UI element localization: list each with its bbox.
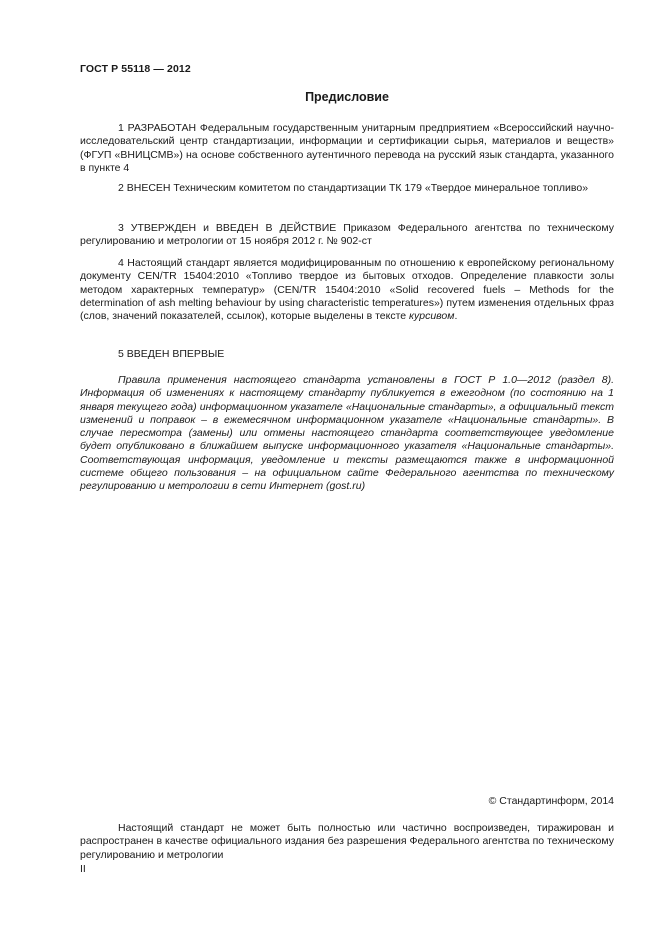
paragraph-2: 2 ВНЕСЕН Техническим комитетом по стандартизации ТК 179 «Твердое минеральное топливо» [118,182,589,194]
paragraph-4-italic: курсивом [409,310,455,323]
paragraph-4-text: 4 Настоящий стандарт является модифицированным по отношению к европейскому региональному документу CEN/TR 15404:2010 «Топливо твердое из бытовых отходов. Определение плавкости золы методом характерных температур» (CEN/TR 15404:2010 «Solid recovered fuels – Methods for the determination of ash melting behaviour by using characteristic temperatures») путем изменения отдельных фраз (слов, значений показателей, ссылок), которые выделены в тексте [80,257,614,323]
reproduction-notice: Настоящий стандарт не может быть полностью или частично воспроизведен, тиражирован и распространен в качестве официального издания без разрешения Федерального агентства по техническому регулированию и метрологии [80,822,614,861]
paragraph-3: 3 УТВЕРЖДЕН и ВВЕДЕН В ДЕЙСТВИЕ Приказом Федерального агентства по техническому регулированию и метрологии от 15 ноября 2012 г. № 902-ст [80,222,614,248]
doc-number-header: ГОСТ Р 55118 — 2012 [80,63,191,75]
paragraph-4 [80,257,614,323]
paragraph-6-italic-notice: Правила применения настоящего стандарта установлены в ГОСТ Р 1.0—2012 (раздел 8). Информация об изменениях к настоящему стандарту публикуется в ежегодном (по состоянию на 1 января текущего года) информационном указателе «Национальные стандарты», а официальный текст изменений и поправок – в ежемесячном информационном указателе «Национальные стандарты». В случае пересмотра (замены) или отмены настоящего стандарта соответствующее уведомление будет опубликовано в ближайшем выпуске информационного указателя «Национальные стандарты». Соответствующая информация, уведомление и тексты размещаются также в информационной системе общего пользования – на официальном сайте Федерального агентства по техническому регулированию и метрологии в сети Интернет (gost.ru) [80,374,614,493]
page-number: II [80,863,86,875]
paragraph-1: 1 РАЗРАБОТАН Федеральным государственным унитарным предприятием «Всероссийский научно-исследовательский центр стандартизации, информации и сертификации сырья, материалов и веществ» (ФГУП «ВНИЦСМВ») на основе собственного аутентичного перевода на русский язык стандарта, указанного в пункте 4 [80,122,614,174]
paragraph-5: 5 ВВЕДЕН ВПЕРВЫЕ [118,348,225,360]
paragraph-4-end: . [454,310,458,323]
copyright-line: © Стандартинформ, 2014 [488,795,614,807]
section-title: Предисловие [305,90,389,104]
